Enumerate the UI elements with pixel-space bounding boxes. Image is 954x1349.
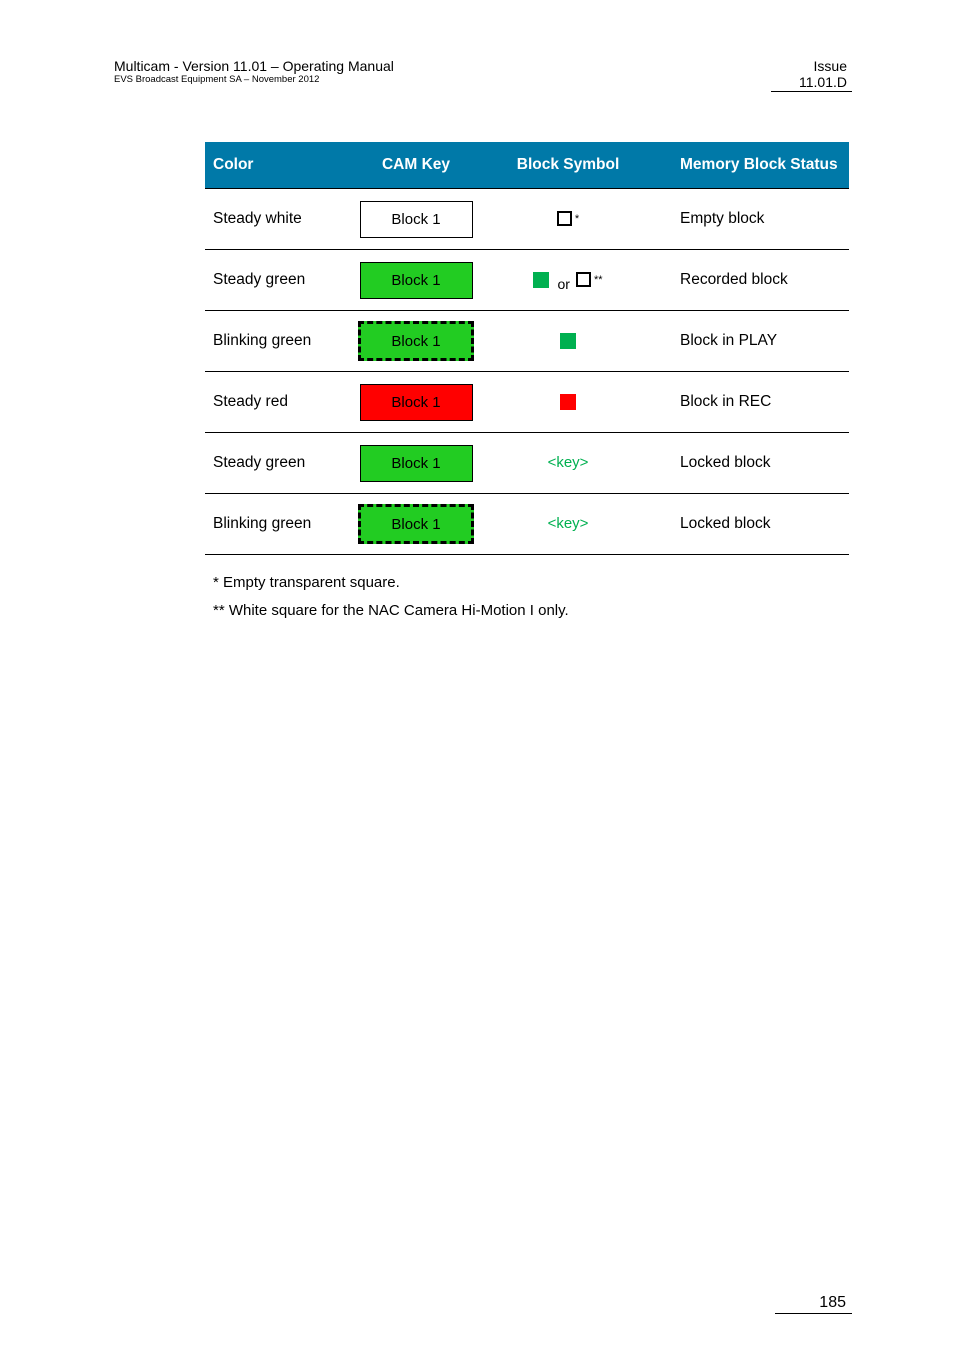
block-symbol-cell xyxy=(478,189,658,250)
green-square-icon xyxy=(560,333,576,349)
issue-number: 11.01.D xyxy=(799,74,847,90)
cam-key-cell xyxy=(354,311,478,372)
color-cell: Steady red xyxy=(205,372,354,433)
footnote-mark: * xyxy=(574,212,580,225)
table-row xyxy=(205,494,849,555)
table-row xyxy=(205,372,849,433)
block-symbol-cell xyxy=(478,372,658,433)
table-row xyxy=(205,189,849,250)
header-color: Color xyxy=(205,142,354,189)
cam-key-cell xyxy=(354,189,478,250)
or-text: or xyxy=(557,275,570,292)
document-subtitle: EVS Broadcast Equipment SA – November 2012 xyxy=(114,74,320,85)
cam-key-cell xyxy=(354,433,478,494)
cam-key-button: Block 1 xyxy=(360,201,473,238)
status-cell: Empty block xyxy=(658,189,849,250)
table-row xyxy=(205,433,849,494)
key-symbol-text: <key> xyxy=(547,515,589,532)
table-row xyxy=(205,311,849,372)
color-cell: Blinking green xyxy=(205,311,354,372)
footnote-mark: ** xyxy=(593,273,603,286)
page-header xyxy=(114,58,394,85)
page-number-text: 185 xyxy=(819,1294,846,1311)
status-cell: Recorded block xyxy=(658,250,849,311)
color-cell: Steady white xyxy=(205,189,354,250)
status-cell: Locked block xyxy=(658,494,849,555)
issue-label: Issue xyxy=(813,58,847,74)
footnotes xyxy=(213,569,569,625)
green-square-icon xyxy=(533,272,549,288)
cam-key-button: Block 1 xyxy=(358,321,474,361)
cam-key-cell xyxy=(354,494,478,555)
footnote: ** White square for the NAC Camera Hi-Motion I only. xyxy=(213,602,569,619)
document-title: Multicam - Version 11.01 – Operating Manual xyxy=(114,58,394,74)
page-number xyxy=(775,1294,852,1314)
cam-key-button: Block 1 xyxy=(360,384,473,421)
key-symbol-text: <key> xyxy=(547,454,589,471)
status-cell: Block in REC xyxy=(658,372,849,433)
empty-square-icon xyxy=(557,211,572,226)
cam-key-button: Block 1 xyxy=(360,262,473,299)
cam-key-button: Block 1 xyxy=(358,504,474,544)
block-symbol-cell xyxy=(478,433,658,494)
color-cell: Steady green xyxy=(205,250,354,311)
issue-block xyxy=(771,58,852,92)
cam-key-cell xyxy=(354,372,478,433)
header-block-symbol: Block Symbol xyxy=(478,142,658,189)
block-symbol-cell xyxy=(478,311,658,372)
table-row xyxy=(205,250,849,311)
status-cell: Locked block xyxy=(658,433,849,494)
header-cam-key: CAM Key xyxy=(354,142,478,189)
header-memory-block-status: Memory Block Status xyxy=(658,142,849,189)
empty-square-icon xyxy=(576,272,591,287)
red-square-icon xyxy=(560,394,576,410)
memory-block-table xyxy=(205,142,849,555)
block-symbol-cell xyxy=(478,250,658,311)
cam-key-cell xyxy=(354,250,478,311)
footnote: * Empty transparent square. xyxy=(213,574,400,591)
color-cell: Blinking green xyxy=(205,494,354,555)
cam-key-button: Block 1 xyxy=(360,445,473,482)
block-symbol-cell xyxy=(478,494,658,555)
table-header-row xyxy=(205,142,849,189)
color-cell: Steady green xyxy=(205,433,354,494)
status-cell: Block in PLAY xyxy=(658,311,849,372)
